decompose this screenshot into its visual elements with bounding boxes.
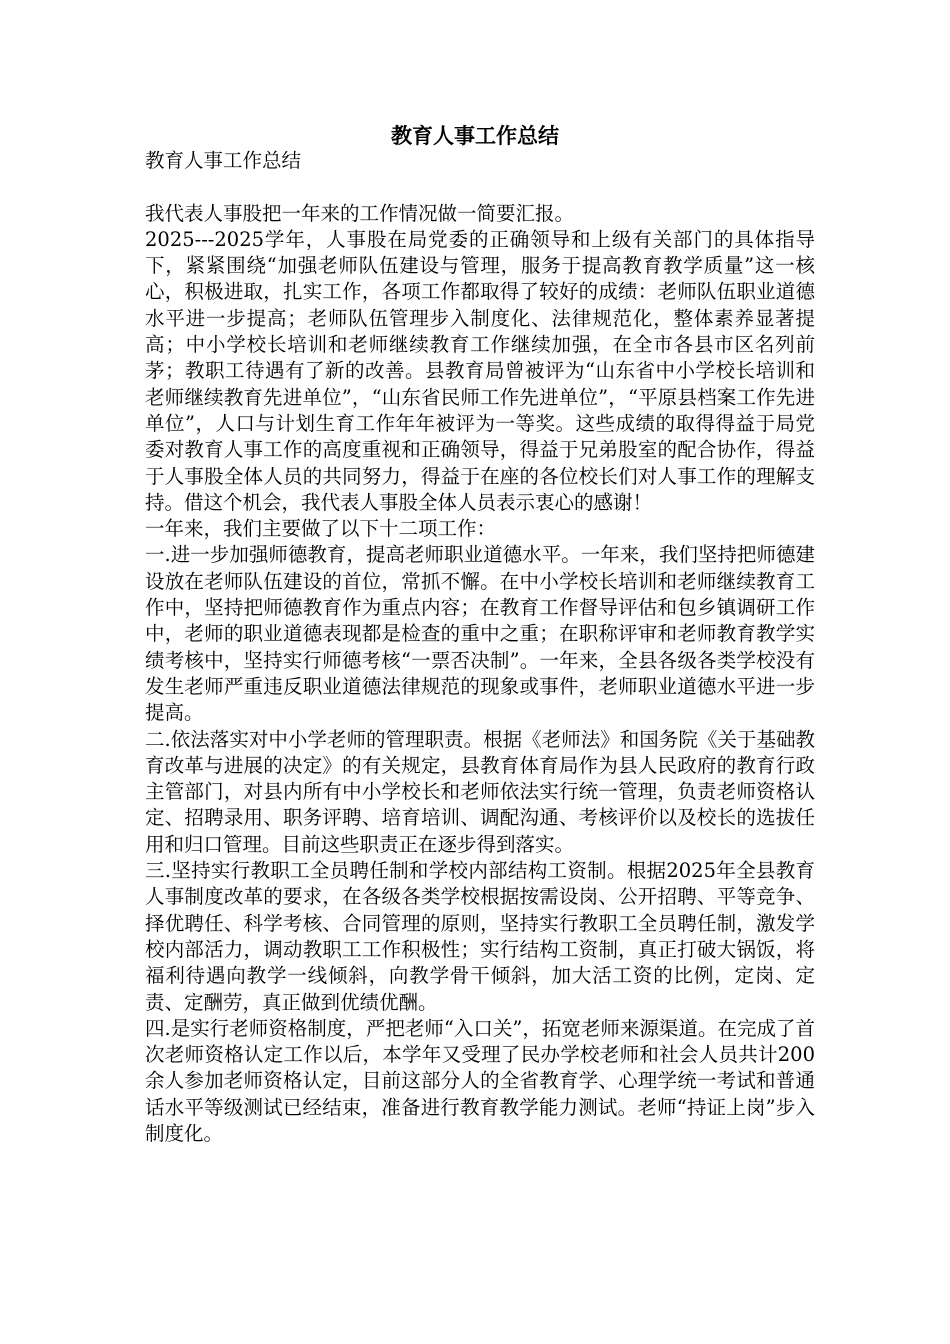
- paragraph-item-4: 四.是实行老师资格制度，严把老师“入口关”，拓宽老师来源渠道。在完成了首次老师资格认定工作以后，本学年又受理了民办学校老师和社会人员共计200余人参加老师资格认定，目前这部分人的全省教育学、心理学统一考试和普通话水平等级测试已经结束，准备进行教育教学能力测试。老师“持证上岗”步入制度化。: [145, 1016, 815, 1145]
- paragraph-item-2: 二.依法落实对中小学老师的管理职责。根据《老师法》和国务院《关于基础教育改革与进展的决定》的有关规定，县教育体育局作为县人民政府的教育行政主管部门，对县内所有中小学校长和老师依法实行统一管理，负责老师资格认定、招聘录用、职务评聘、培育培训、调配沟通、考核评价以及校长的选拔任用和归口管理。目前这些职责正在逐步得到落实。: [145, 727, 815, 856]
- document-title: 教育人事工作总结: [391, 123, 559, 148]
- paragraph-summary: 2025---2025学年，人事股在局党委的正确领导和上级有关部门的具体指导下，紧紧围绕“加强老师队伍建设与管理，服务于提高教育教学质量”这一核心，积极进取，扎实工作，各项工作都取得了较好的成绩：老师队伍职业道德水平进一步提高；老师队伍管理步入制度化、法律规范化，整体素养显著提高；中小学校长培训和老师继续教育工作继续加强，在全市各县市区名列前茅；教职工待遇有了新的改善。县教育局曾被评为“山东省中小学校长培训和老师继续教育先进单位”，“山东省民师工作先进单位”，“平原县档案工作先进单位”，人口与计划生育工作年年被评为一等奖。这些成绩的取得得益于局党委对教育人事工作的高度重视和正确领导，得益于兄弟股室的配合协作，得益于人事股全体人员的共同努力，得益于在座的各位校长们对人事工作的理解支持。借这个机会，我代表人事股全体人员表示衷心的感谢！: [145, 227, 815, 514]
- paragraph-intro: 我代表人事股把一年来的工作情况做一简要汇报。: [145, 201, 575, 225]
- blank-line: [145, 174, 815, 200]
- document-subtitle: 教育人事工作总结: [145, 149, 302, 172]
- paragraph-item-3: 三.坚持实行教职工全员聘任制和学校内部结构工资制。根据2025年全县教育人事制度改革的要求，在各级各类学校根据按需设岗、公开招聘、平等竞争、择优聘任、科学考核、合同管理的原则，坚持实行教职工全员聘任制，激发学校内部活力，调动教职工工作积极性；实行结构工资制，真正打破大锅饭，将福利待遇向教学一线倾斜，向教学骨干倾斜，加大活工资的比例，定岗、定责、定酬劳，真正做到优绩优酬。: [145, 859, 815, 1014]
- paragraph-work-list-intro: 一年来，我们主要做了以下十二项工作：: [145, 517, 497, 541]
- document-body: [145, 148, 815, 1147]
- paragraph-item-1: 一.进一步加强师德教育，提高老师职业道德水平。一年来，我们坚持把师德建设放在老师队伍建设的首位，常抓不懈。在中小学校长培训和老师继续教育工作中，坚持把师德教育作为重点内容；在教育工作督导评估和包乡镇调研工作中，老师的职业道德表现都是检查的重中之重；在职称评审和老师教育教学实绩考核中，坚持实行师德考核“一票否决制”。一年来，全县各级各类学校没有发生老师严重违反职业道德法律规范的现象或事件，老师职业道德水平进一步提高。: [145, 543, 815, 725]
